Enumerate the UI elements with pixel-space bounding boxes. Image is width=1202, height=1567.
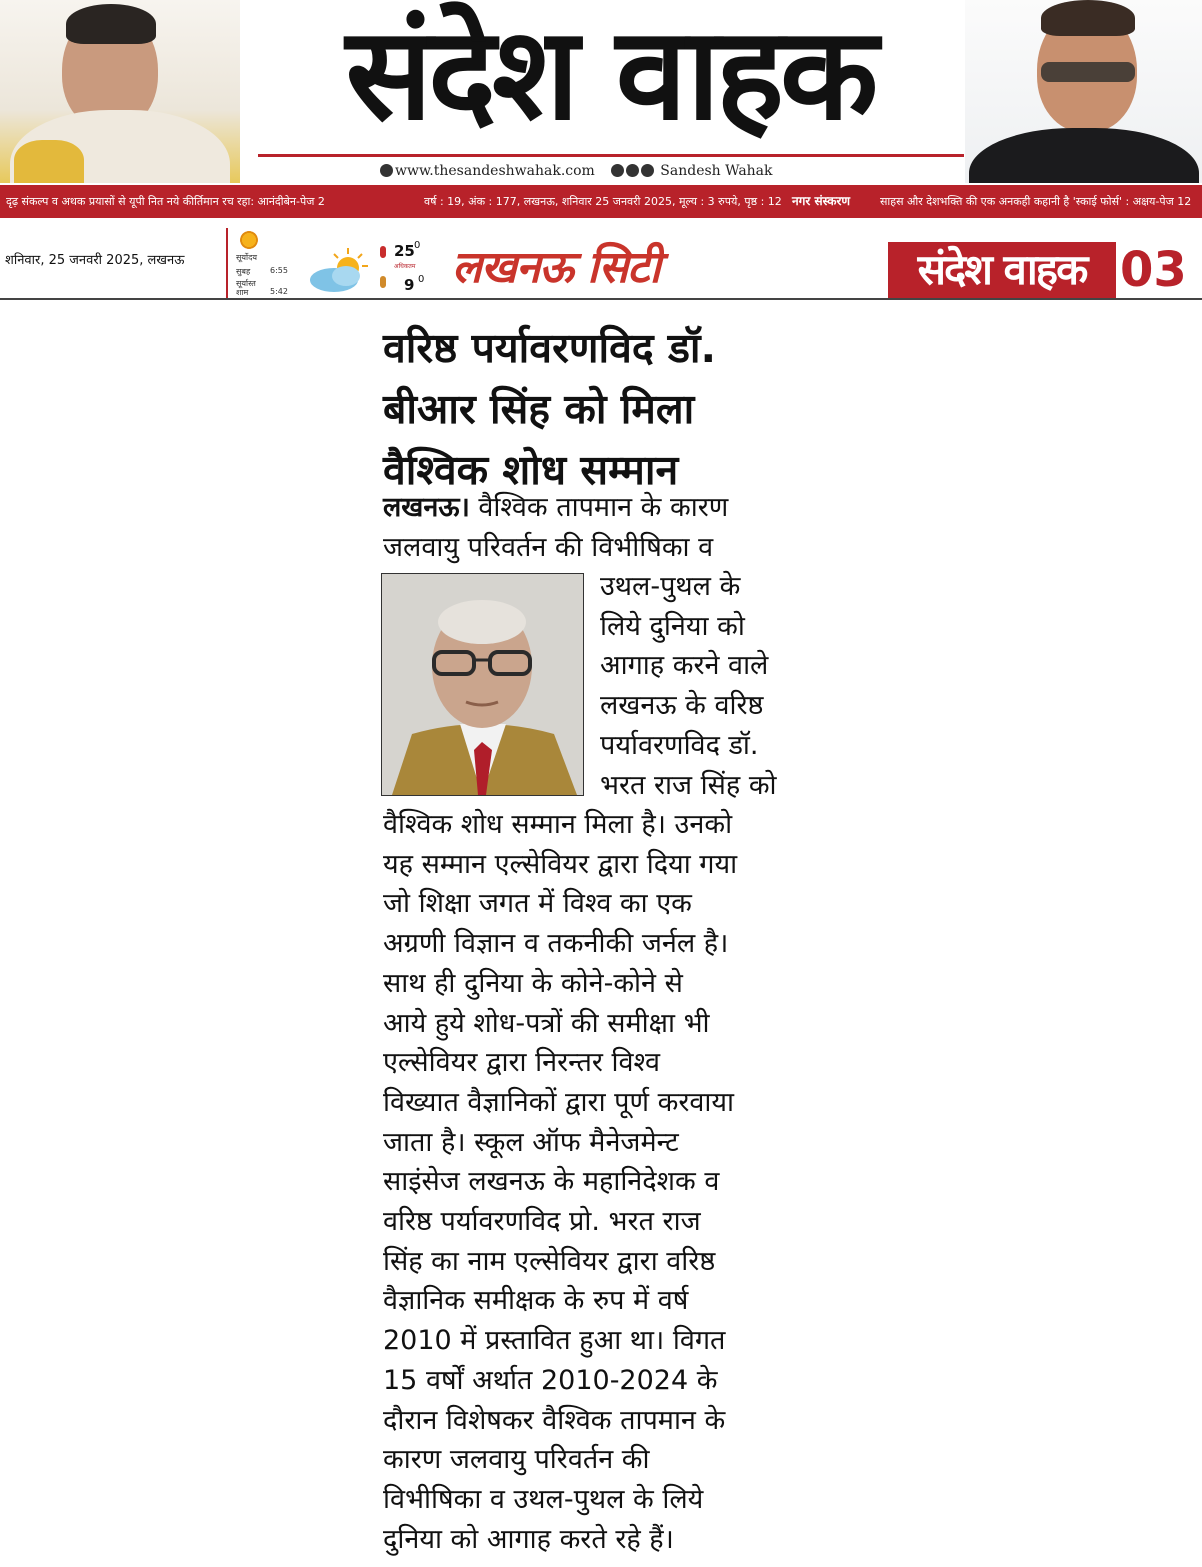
temperature-box	[380, 242, 440, 296]
social-handle[interactable]: Sandesh Wahak	[660, 163, 773, 179]
article-line: भरत राज सिंह को	[600, 769, 777, 801]
twitter-icon[interactable]	[626, 164, 639, 177]
article-line: कारण जलवायु परिवर्तन की	[383, 1444, 650, 1476]
ticker-left-story[interactable]: दृढ़ संकल्प व अथक प्रयासों से यूपी नित नये कीर्तिमान रच रहा: आनंदीबेन-पेज 2	[6, 195, 325, 208]
article-line: 15 वर्षों अर्थात 2010-2024 के	[383, 1364, 718, 1396]
date-line: शनिवार, 25 जनवरी 2025, लखनऊ	[5, 253, 185, 268]
page-number: 03	[1120, 242, 1187, 298]
masthead	[0, 0, 1202, 183]
sunrise-time: 6:55	[270, 266, 288, 275]
facebook-icon[interactable]	[611, 164, 624, 177]
article-photo	[381, 573, 584, 796]
article-wrap-column	[600, 567, 825, 805]
ticker-issue-info: वर्ष : 19, अंक : 177, लखनऊ, शनिवार 25 जनवरी 2025, मूल्य : 3 रुपये, पृष्ठ : 12	[424, 195, 782, 208]
article-line: जलवायु परिवर्तन की विभीषिका व	[383, 531, 714, 563]
temp-max-degree: 0	[414, 240, 421, 251]
article-line: लखनऊ के वरिष्ठ	[600, 690, 764, 722]
sunrise-label: सुबह	[236, 267, 251, 276]
thermometer-min-icon	[380, 276, 386, 288]
top-ticker	[0, 185, 1202, 218]
article-line: यह सम्मान एल्सेवियर द्वारा दिया गया	[383, 848, 738, 880]
article-headline	[383, 318, 823, 501]
article-line: लिये दुनिया को	[600, 610, 745, 642]
article-line: जाता है। स्कूल ऑफ मैनेजमेन्ट	[383, 1126, 679, 1158]
temp-min-degree: 0	[418, 274, 425, 285]
article-line: अग्रणी विज्ञान व तकनीकी जर्नल है।	[383, 928, 729, 960]
article-line: उथल-पुथल के	[600, 571, 741, 602]
article-line: दुनिया को आगाह करते रहे हैं।	[383, 1523, 674, 1555]
article-line: साथ ही दुनिया के कोने-कोने से	[383, 967, 683, 999]
article-line: वैश्विक शोध सम्मान मिला है। उनको	[383, 809, 733, 840]
globe-icon	[380, 164, 393, 177]
thermometer-icon	[380, 246, 386, 258]
article-line: पर्यावरणविद डॉ.	[600, 729, 759, 761]
masthead-title[interactable]: संदेश वाहक	[345, 0, 875, 149]
section-title: लखनऊ सिटी	[452, 242, 660, 293]
headline-line: बीआर सिंह को मिला	[383, 385, 695, 433]
article-line: 2010 में प्रस्तावित हुआ था। विगत	[383, 1325, 726, 1357]
sun-times	[226, 228, 290, 298]
article-body	[383, 805, 823, 1559]
article-dateline: लखनऊ।	[383, 492, 470, 523]
article-line: आगाह करने वाले	[600, 650, 769, 682]
temp-max-label: अधिकतम	[394, 263, 416, 270]
sunset-label: सूर्यास्त	[236, 279, 256, 288]
article-line: दौरान विशेषकर वैश्विक तापमान के	[383, 1404, 726, 1436]
cloud-highlight	[332, 266, 360, 286]
ticker-right-story[interactable]: साहस और देशभक्ति की एक अनकही कहानी है 'स्काई फोर्स' : अक्षय-पेज 12	[880, 195, 1192, 208]
article-line: एल्सेवियर द्वारा निरन्तर विश्व	[383, 1047, 660, 1079]
temp-max: 25	[394, 242, 415, 260]
ticker-edition: नगर संस्करण	[792, 194, 851, 208]
article-line: वरिष्ठ पर्यावरणविद प्रो. भरत राज	[383, 1206, 701, 1238]
masthead-portrait-right	[965, 0, 1202, 183]
article-line: विभीषिका व उथल-पुथल के लिये	[383, 1483, 704, 1515]
article-line: आये हुये शोध-पत्रों की समीक्षा भी	[383, 1007, 710, 1039]
section-divider	[0, 298, 1202, 300]
website-link[interactable]: www.thesandeshwahak.com	[395, 163, 595, 179]
article-line: सिंह का नाम एल्सेवियर द्वारा वरिष्ठ	[383, 1245, 716, 1277]
article-line: विख्यात वैज्ञानिकों द्वारा पूर्ण करवाया	[383, 1086, 735, 1118]
page-brand-tag: संदेश वाहक	[888, 242, 1116, 298]
article-line: जो शिक्षा जगत में विश्व का एक	[383, 888, 692, 920]
partly-cloudy-icon	[308, 246, 372, 294]
article-line: वैश्विक तापमान के कारण	[478, 492, 729, 523]
temp-min: 9	[404, 276, 415, 294]
sun-icon	[240, 231, 258, 249]
instagram-icon[interactable]	[641, 164, 654, 177]
sunset-label-short: शाम	[236, 288, 249, 297]
masthead-portrait-left	[0, 0, 240, 183]
headline-line: वरिष्ठ पर्यावरणविद डॉ.	[383, 324, 717, 372]
masthead-links	[380, 161, 850, 181]
sunset-time: 5:42	[270, 287, 288, 296]
headline-line: वैश्विक शोध सम्मान	[383, 446, 679, 494]
article-line: साइंसेज लखनऊ के महानिदेशक व	[383, 1166, 720, 1198]
masthead-rule	[258, 154, 964, 157]
sun-label: सूर्योदय	[236, 253, 258, 262]
article-line: वैज्ञानिक समीक्षक के रुप में वर्ष	[383, 1285, 689, 1317]
portrait-illustration	[382, 574, 583, 795]
article-intro	[383, 488, 823, 567]
